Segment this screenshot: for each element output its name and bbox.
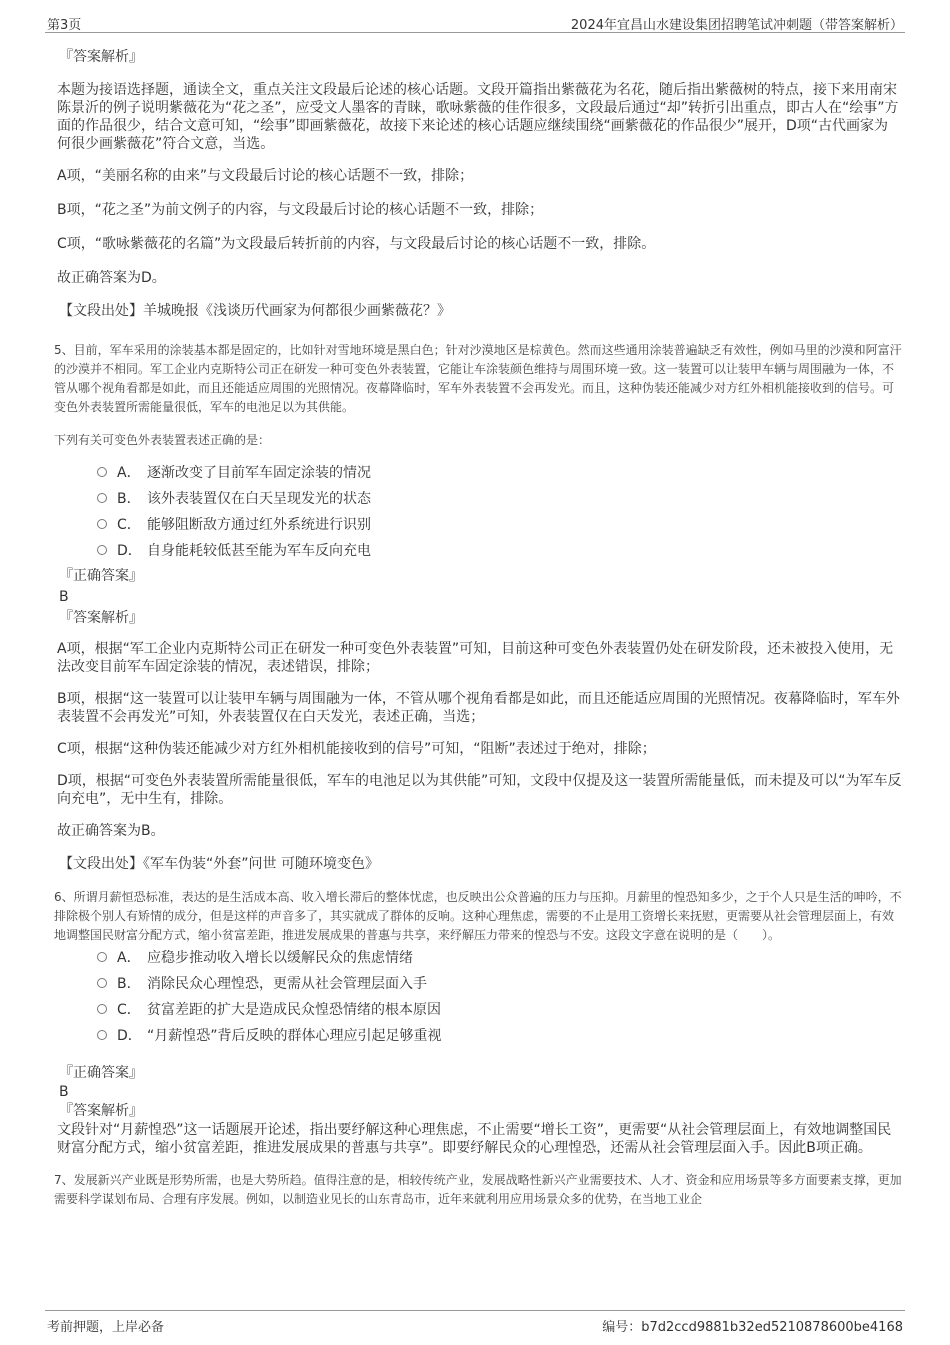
radio-icon[interactable]: [97, 519, 107, 529]
q5-option-a[interactable]: A． 逐渐改变了目前军车固定涂装的情况: [97, 460, 902, 486]
q4-analysis-label: 『答案解析』: [59, 49, 143, 65]
q5-option-d-analysis: D项，根据“可变色外表装置所需能量很低，军车的电池足以为其供能”可知，文段中仅提及这一装置所需能量低，而未提及可以“为军车反向充电”，无中生有，排除。: [57, 773, 902, 807]
q4-source: 【文段出处】羊城晚报《浅谈历代画家为何都很少画紫薇花？》: [59, 303, 451, 319]
q5-analysis-label: 『答案解析』: [59, 610, 143, 626]
q6-analysis-text: 文段针对“月薪惶恐”这一话题展开论述，指出要纾解这种心理焦虑，不止需要“增长工资”，更需要“从社会管理层面上，有效地调整国民财富分配方式，缩小贫富差距，推进发展成果的普惠与共享”。即要纾解民众的心理惶恐，还需从社会管理层面入手。因此B项正确。: [57, 1122, 892, 1156]
document-id: 编号：b7d2ccd9881b32ed5210878600be4168: [602, 1320, 903, 1335]
radio-icon[interactable]: [97, 952, 107, 962]
q5-conclusion: 故正确答案为B。: [57, 823, 165, 839]
document-title: 2024年宜昌山水建设集团招聘笔试冲刺题（带答案解析）: [570, 18, 903, 33]
q5-options: [97, 460, 902, 564]
radio-icon[interactable]: [97, 493, 107, 503]
radio-icon[interactable]: [97, 1004, 107, 1014]
page-number: 第3页: [47, 18, 82, 33]
q5-option-a-analysis: A项，根据“军工企业内克斯特公司正在研发一种可变色外表装置”可知，目前这种可变色外表装置仍处在研发阶段，还未被投入使用，无法改变目前军车固定涂装的情况，表述错误，排除；: [57, 641, 894, 675]
q5-option-c[interactable]: C． 能够阻断敌方通过红外系统进行识别: [97, 512, 902, 538]
q5-answer-label: 『正确答案』: [59, 568, 143, 584]
radio-icon[interactable]: [97, 467, 107, 477]
q5-prompt: 下列有关可变色外表装置表述正确的是：: [54, 433, 271, 447]
radio-icon[interactable]: [97, 978, 107, 988]
q6-option-a[interactable]: A． 应稳步推动收入增长以缓解民众的焦虑情绪: [97, 945, 902, 971]
footer-slogan: 考前押题，上岸必备: [47, 1320, 165, 1335]
q5-source: 【文段出处】《军车伪装“外套”问世 可随环境变色》: [59, 856, 379, 872]
q5-option-b[interactable]: B． 该外表装置仅在白天呈现发光的状态: [97, 486, 902, 512]
q6-options: [97, 945, 902, 1049]
q7-passage: 7、发展新兴产业既是形势所需，也是大势所趋。值得注意的是，相较传统产业，发展战略性新兴产业需要技术、人才、资金和应用场景等多方面要素支撑，更加需要科学谋划布局、合理有序发展。例如，以制造业见长的山东青岛市，近年来就利用应用场景众多的优势，在当地工业企: [54, 1173, 902, 1206]
q5-option-d[interactable]: D． 自身能耗较低甚至能为军车反向充电: [97, 538, 902, 564]
q6-option-d[interactable]: D． “月薪惶恐”背后反映的群体心理应引起足够重视: [97, 1023, 902, 1049]
q6-analysis-label: 『答案解析』: [59, 1103, 143, 1119]
page-content: [54, 45, 902, 1209]
page-footer: [45, 1310, 905, 1335]
q6-option-c[interactable]: C． 贫富差距的扩大是造成民众惶恐情绪的根本原因: [97, 997, 902, 1023]
q5-passage: 5、目前，军车采用的涂装基本都是固定的，比如针对雪地环境是黑白色；针对沙漠地区是棕黄色。然而这些通用涂装普遍缺乏有效性，例如马里的沙漠和阿富汗的沙漠并不相同。军工企业内克斯特公司正在研发一种可变色外表装置，它能让车涂装颜色维持与周围环境一致。这一装置可以让装甲车辆与周围融为一体，不管从哪个视角看都是如此，而且还能适应周围的光照情况。夜幕降临时，军车外表装置不会再发光。而且，这种伪装还能减少对方红外相机能接收到的信号。可变色外表装置所需能量很低，军车的电池足以为其供能。: [54, 343, 902, 414]
q5-answer: B: [59, 589, 69, 605]
q4-option-a-analysis: A项，“美丽名称的由来”与文段最后讨论的核心话题不一致，排除；: [57, 168, 474, 184]
radio-icon[interactable]: [97, 1030, 107, 1040]
q6-option-b[interactable]: B． 消除民众心理惶恐，更需从社会管理层面入手: [97, 971, 902, 997]
page-header: [45, 12, 905, 33]
q6-answer-label: 『正确答案』: [59, 1065, 143, 1081]
q6-passage: 6、所谓月薪恒恐标准，表达的是生活成本高、收入增长滞后的整体忧虑，也反映出公众普遍的压力与压抑。月薪里的惶恐知多少，之于个人只是生活的呻吟，不排除极个别人有矫情的成分，但是这样的声音多了，其实就成了群体的反响。这种心理焦虑，需要的不止是用工资增长来抚慰，更需要从社会管理层面上，有效地调整国民财富分配方式，缩小贫富差距，推进发展成果的普惠与共享，来纾解压力带来的惶恐与不安。这段文字意在说明的是（ ）。: [54, 890, 902, 942]
q4-option-c-analysis: C项，“歌咏紫薇花的名篇”为文段最后转折前的内容，与文段最后讨论的核心话题不一致，排除。: [57, 236, 656, 252]
q5-option-b-analysis: B项，根据“这一装置可以让装甲车辆与周围融为一体，不管从哪个视角看都是如此，而且还能适应周围的光照情况。夜幕降临时，军车外表装置不会再发光”可知，外表装置仅在白天发光，表述正确，当选；: [57, 691, 900, 725]
radio-icon[interactable]: [97, 545, 107, 555]
q4-option-b-analysis: B项，“花之圣”为前文例子的内容，与文段最后讨论的核心话题不一致，排除；: [57, 202, 544, 218]
q5-option-c-analysis: C项，根据“这种伪装还能减少对方红外相机能接收到的信号”可知，“阻断”表述过于绝对，排除；: [57, 741, 656, 757]
q4-conclusion: 故正确答案为D。: [57, 270, 166, 286]
q4-analysis-text: 本题为接语选择题，通读全文，重点关注文段最后论述的核心话题。文段开篇指出紫薇花为名花，随后指出紫薇树的特点，接下来用南宋陈景沂的例子说明紫薇花为“花之圣”，应受文人墨客的青睐，歌咏紫薇的佳作很多，文段最后通过“却”转折引出重点，即古人在“绘事”方面的作品很少，结合文意可知，“绘事”即画紫薇花，故接下来论述的核心话题应继续围绕“画紫薇花的作品很少”展开，D项“古代画家为何很少画紫薇花”符合文意，当选。: [57, 82, 899, 152]
q6-answer: B: [59, 1084, 69, 1100]
